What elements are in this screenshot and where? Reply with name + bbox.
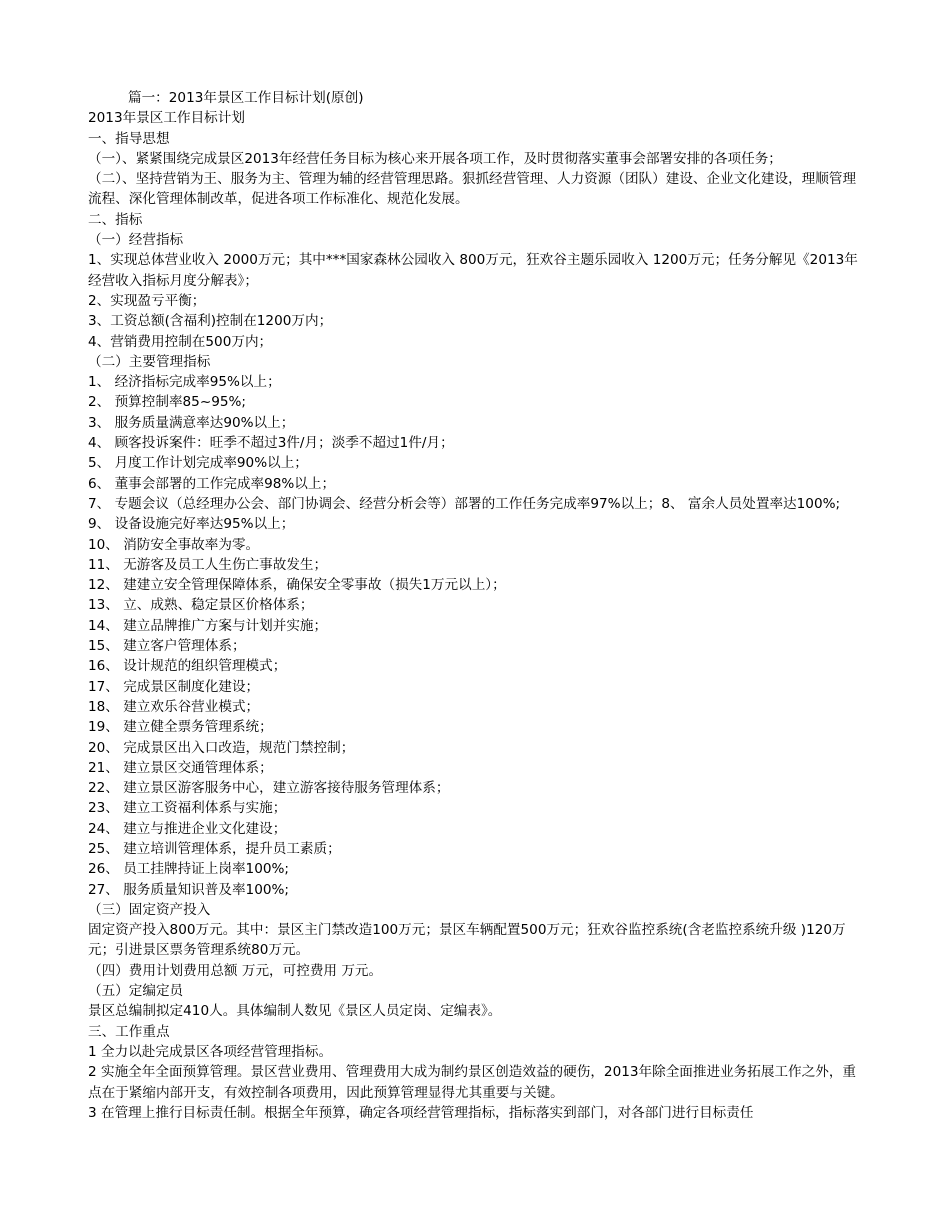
paragraph: 11、 无游客及员工人生伤亡事故发生； [88, 556, 328, 573]
paragraph: 2 实施全年全面预算管理。景区营业费用、管理费用大成为制约景区创造效益的硬伤，2013年除全面推进业务拓展工作之外，重点在于紧缩内部开支，有效控制各项费用，因此预算管理显得尤其重要与关键。 [88, 1064, 857, 1101]
paragraph: 4、营销费用控制在500万内； [88, 333, 273, 350]
paragraph: 7、 专题会议（总经理办公会、部门协调会、经营分析会等）部署的工作任务完成率97%以上；8、 富余人员处置率达100%; [88, 495, 841, 512]
paragraph: 4、 顾客投诉案件：旺季不超过3件/月；淡季不超过1件/月； [88, 435, 454, 452]
paragraph: 15、 建立客户管理体系； [88, 638, 246, 655]
document-body [88, 88, 860, 1123]
paragraph: （一）、紧紧围绕完成景区2013年经营任务目标为核心来开展各项工作，及时贯彻落实董事会部署安排的各项任务； [88, 150, 782, 167]
paragraph: 21、 建立景区交通管理体系； [88, 759, 273, 776]
paragraph: 1 全力以赴完成景区各项经营管理指标。 [88, 1043, 333, 1060]
paragraph: 9、 设备设施完好率达95%以上； [88, 516, 295, 533]
paragraph: 固定资产投入800万元。其中：景区主门禁改造100万元；景区车辆配置500万元；狂欢谷监控系统(含老监控系统升级 )120万元；引进景区票务管理系统80万元。 [88, 922, 846, 959]
paragraph: 3、工资总额(含福利)控制在1200万内； [88, 313, 333, 330]
paragraph: 2、实现盈亏平衡； [88, 292, 206, 309]
paragraph: 22、 建立景区游客服务中心，建立游客接待服务管理体系； [88, 780, 450, 797]
document-heading: 篇一：2013年景区工作目标计划(原创) [128, 90, 364, 106]
paragraph: 1、实现总体营业收入 2000万元；其中***国家森林公园收入 800万元，狂欢谷主题乐园收入 1200万元；任务分解见《2013年经营收入指标月度分解表》； [88, 252, 858, 289]
paragraph: 14、 建立品牌推广方案与计划并实施； [88, 617, 328, 634]
paragraph: 17、 完成景区制度化建设； [88, 678, 260, 695]
paragraph: （三）固定资产投入 [88, 901, 211, 918]
paragraph: 6、 董事会部署的工作完成率98%以上； [88, 475, 336, 492]
paragraph: 12、 建建立安全管理保障体系，确保安全零事故（损失1万元以上）； [88, 577, 506, 594]
paragraph: 1、 经济指标完成率95%以上； [88, 374, 281, 391]
document-title: 2013年景区工作目标计划 [88, 110, 245, 127]
paragraph: 13、 立、成熟、稳定景区价格体系； [88, 597, 314, 614]
paragraph: 26、 员工挂牌持证上岗率100%; [88, 861, 289, 878]
paragraph: 25、 建立培训管理体系，提升员工素质； [88, 840, 341, 857]
paragraph: 18、 建立欢乐谷营业模式； [88, 698, 260, 715]
paragraph: 3、 服务质量满意率达90%以上； [88, 414, 295, 431]
paragraph: 三、工作重点 [88, 1023, 170, 1040]
paragraph: 19、 建立健全票务管理系统； [88, 719, 273, 736]
paragraph: 20、 完成景区出入口改造，规范门禁控制； [88, 739, 355, 756]
paragraph: 27、 服务质量知识普及率100%; [88, 881, 289, 898]
paragraph: 一、指导思想 [88, 130, 170, 147]
paragraph: （四）费用计划费用总额 万元，可控费用 万元。 [88, 962, 383, 979]
document-paragraphs [88, 129, 860, 1124]
paragraph: （二）、坚持营销为王、服务为主、管理为辅的经营管理思路。狠抓经营管理、人力资源（团队）建设、企业文化建设，理顺管理流程、深化管理体制改革，促进各项工作标准化、规范化发展。 [88, 171, 857, 208]
paragraph: 24、 建立与推进企业文化建设； [88, 820, 287, 837]
paragraph: 3 在管理上推行目标责任制。根据全年预算，确定各项经营管理指标，指标落实到部门，对各部门进行目标责任 [88, 1104, 754, 1121]
paragraph: （二）主要管理指标 [88, 353, 211, 370]
paragraph: （一）经营指标 [88, 232, 184, 249]
paragraph: 16、 设计规范的组织管理模式； [88, 658, 287, 675]
paragraph: （五）定编定员 [88, 983, 184, 1000]
paragraph: 二、指标 [88, 211, 143, 228]
paragraph: 2、 预算控制率85~95%; [88, 394, 247, 411]
paragraph: 景区总编制拟定410人。具体编制人数见《景区人员定岗、定编表》。 [88, 1003, 502, 1020]
paragraph: 10、 消防安全事故率为零。 [88, 536, 260, 553]
paragraph: 23、 建立工资福利体系与实施； [88, 800, 287, 817]
paragraph: 5、 月度工作计划完成率90%以上； [88, 455, 308, 472]
